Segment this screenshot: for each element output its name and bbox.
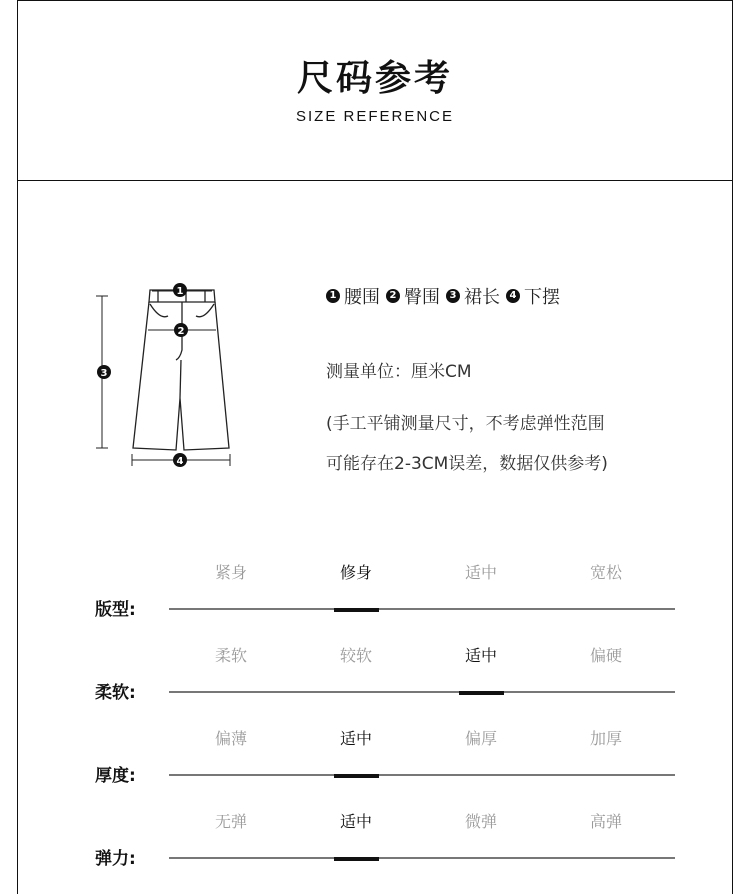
number-badge: 4 (506, 289, 520, 303)
note-line-1: (手工平铺测量尺寸，不考虑弹性范围 (326, 414, 605, 434)
note-line-2: 可能存在2-3CM误差，数据仅供参考) (326, 454, 608, 474)
legend-item-hem (506, 283, 560, 309)
header (17, 0, 733, 181)
option-label: 偏薄 (214, 729, 247, 748)
page-title: 尺码参考 (296, 58, 453, 99)
number-badge: 1 (326, 289, 340, 303)
scale-line (169, 691, 675, 693)
svg-text:3: 3 (100, 368, 108, 379)
attribute-row-elasticity (95, 809, 675, 869)
option-label: 柔软 (214, 646, 247, 665)
option-label: 适中 (339, 812, 372, 831)
legend-label: 臀围 (404, 287, 440, 308)
option-label: 加厚 (589, 729, 622, 748)
attribute-row-fit (95, 560, 675, 620)
attribute-label: 版型: (95, 600, 136, 620)
option-label: 偏厚 (464, 729, 497, 748)
scale-line (169, 774, 675, 776)
legend-item-hip (386, 283, 440, 309)
attribute-label: 柔软: (95, 683, 136, 703)
legend-label: 腰围 (344, 287, 380, 308)
pants-diagram (90, 278, 240, 473)
option-label: 宽松 (589, 563, 622, 582)
measurement-legend (326, 283, 566, 309)
svg-text:1: 1 (176, 286, 184, 297)
option-label: 偏硬 (589, 646, 622, 665)
svg-text:4: 4 (176, 456, 184, 467)
diagram-marker-2 (174, 323, 188, 337)
svg-text:2: 2 (177, 326, 185, 337)
selected-marker (334, 857, 379, 861)
option-label: 适中 (464, 563, 497, 582)
scale-line (169, 857, 675, 859)
option-label: 微弹 (464, 812, 497, 831)
diagram-marker-4 (173, 453, 187, 467)
option-label: 无弹 (214, 812, 247, 831)
scale-line (169, 608, 675, 610)
attribute-row-thickness (95, 726, 675, 786)
option-label: 高弹 (589, 812, 622, 831)
unit-text: 测量单位：厘米CM (326, 362, 472, 382)
selected-marker (459, 691, 504, 695)
selected-marker (334, 774, 379, 778)
legend-item-waist (326, 283, 380, 309)
legend-label: 下摆 (524, 287, 560, 308)
attribute-label: 弹力: (95, 849, 136, 869)
diagram-marker-3 (97, 365, 111, 379)
option-label: 适中 (339, 729, 372, 748)
attribute-row-softness (95, 643, 675, 703)
option-label: 较软 (339, 646, 372, 665)
diagram-marker-1 (173, 283, 187, 297)
option-label: 紧身 (214, 563, 247, 582)
legend-item-length (446, 283, 500, 309)
option-label: 修身 (339, 563, 372, 582)
option-label: 适中 (464, 646, 497, 665)
number-badge: 3 (446, 289, 460, 303)
number-badge: 2 (386, 289, 400, 303)
attribute-label: 厚度: (95, 766, 136, 786)
legend-label: 裙长 (464, 287, 500, 308)
selected-marker (334, 608, 379, 612)
page-subtitle: SIZE REFERENCE (295, 108, 455, 125)
